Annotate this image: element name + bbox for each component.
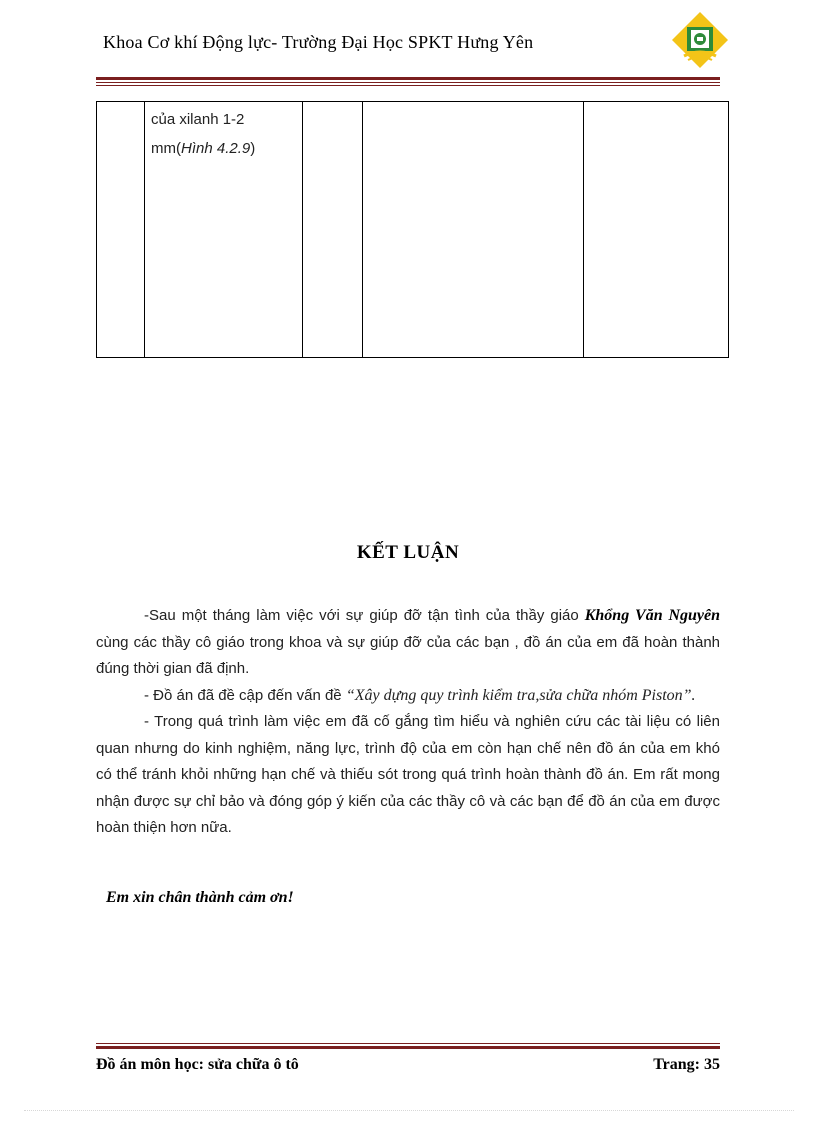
header-rule-thick — [96, 77, 720, 80]
table-cell — [303, 102, 363, 358]
paragraph: - Trong quá trình làm việc em đã cố gắng tìm hiểu và nghiên cứu các tài liệu có liên quan nhưng do kinh nghiệm, năng lực, trình độ của em còn hạn chế nên đồ án của em khó có thể tránh khỏi những hạn chế và thiếu sót trong quá trình hoàn thành đồ án. Em rất mong nhận được sự chỉ bảo và đóng góp ý kiến của các thầy cô và các bạn để đồ án của em được hoàn thiện hơn nữa. — [96, 713, 720, 836]
paragraph: - Đồ án đã đề cập đến vấn đề “Xây dựng quy trình kiểm tra,sửa chữa nhóm Piston”. — [144, 686, 696, 704]
teacher-name: Khổng Văn Nguyên — [584, 607, 720, 624]
table-cell — [97, 102, 145, 358]
footer-course: Đồ án môn học: sửa chữa ô tô — [96, 1056, 299, 1073]
table-cell — [145, 102, 303, 358]
footer-rule-thin — [96, 1043, 720, 1044]
page-number: Trang: 35 — [653, 1056, 720, 1073]
page-edge-divider — [24, 1110, 794, 1111]
conclusion-heading: KẾT LUẬN — [356, 542, 460, 563]
table-cell — [584, 102, 729, 358]
table-cell — [363, 102, 584, 358]
project-topic: “Xây dựng quy trình kiểm tra,sửa chữa nhóm Piston”. — [345, 686, 696, 704]
cell-text: của xilanh 1-2 mm(Hình 4.2.9) — [151, 111, 256, 157]
header-rule-thin — [96, 82, 720, 83]
university-logo-icon — [670, 10, 730, 70]
conclusion-body — [96, 603, 720, 842]
figure-reference: Hình 4.2.9 — [181, 140, 251, 157]
table-row — [97, 102, 729, 358]
header-title: Khoa Cơ khí Động lực- Trường Đại Học SPKT Hưng Yên — [103, 32, 534, 52]
paragraph: -Sau một tháng làm việc với sự giúp đỡ tận tình của thầy giáo Khổng Văn Nguyên cùng các thầy cô giáo trong khoa và sự giúp đỡ của các bạn , đồ án của em đã hoàn thành đúng thời gian đã định. — [96, 607, 720, 677]
header-rule-thin — [96, 85, 720, 86]
continuation-table — [96, 101, 729, 358]
footer-rule-thick — [96, 1046, 720, 1049]
thanks-line: Em xin chân thành cảm ơn! — [106, 889, 294, 906]
